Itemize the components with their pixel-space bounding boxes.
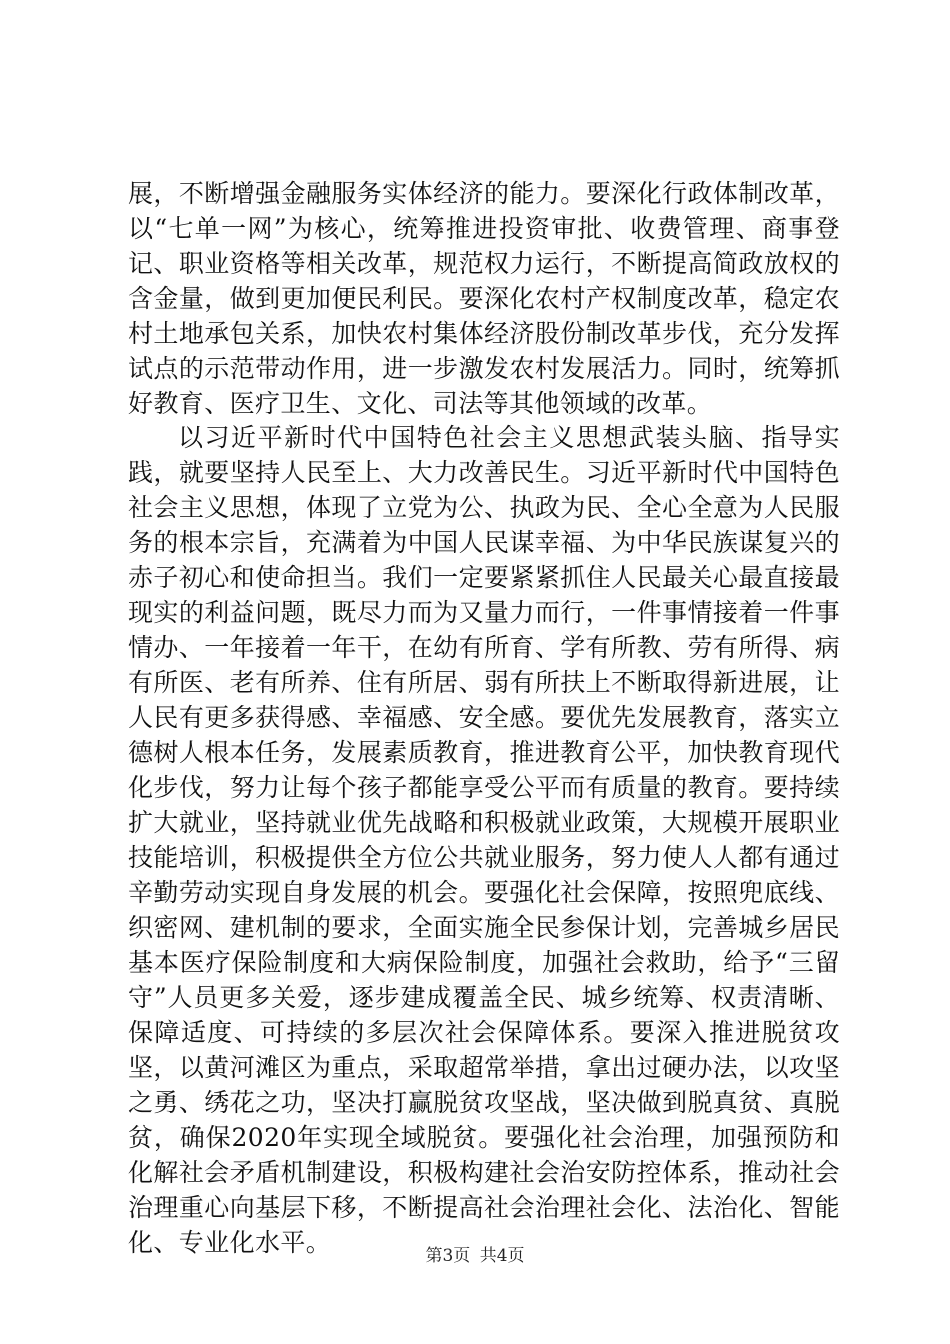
paragraph-continuation: 展，不断增强金融服务实体经济的能力。要深化行政体制改革，以“七单一网”为核心，统筹推进投资审批、收费管理、商事登记、职业资格等相关改革，规范权力运行，不断提高简政放权的含金量，做到更加便民利民。要深化农村产权制度改革，稳定农村土地承包关系，加快农村集体经济股份制改革步伐，充分发挥试点的示范带动作用，进一步激发农村发展活力。同时，统筹抓好教育、医疗卫生、文化、司法等其他领域的改革。 <box>128 179 840 418</box>
page-footer <box>0 1244 950 1268</box>
page-number: 第3页 <box>425 1246 471 1266</box>
paragraph-people-livelihood: 以习近平新时代中国特色社会主义思想武装头脑、指导实践，就要坚持人民至上、大力改善民生。习近平新时代中国特色社会主义思想，体现了立党为公、执政为民、全心全意为人民服务的根本宗旨，充满着为中国人民谋幸福、为中华民族谋复兴的赤子初心和使命担当。我们一定要紧紧抓住人民最关心最直接最现实的利益问题，既尽力而为又量力而行，一件事情接着一件事情办、一年接着一年干，在幼有所育、学有所教、劳有所得、病有所医、老有所养、住有所居、弱有所扶上不断取得新进展，让人民有更多获得感、幸福感、安全感。要优先发展教育，落实立德树人根本任务，发展素质教育，推进教育公平，加快教育现代化步伐，努力让每个孩子都能享受公平而有质量的教育。要持续扩大就业，坚持就业优先战略和积极就业政策，大规模开展职业技能培训，积极提供全方位公共就业服务，努力使人人都有通过辛勤劳动实现自身发展的机会。要强化社会保障，按照兜底线、织密网、建机制的要求，全面实施全民参保计划，完善城乡居民基本医疗保险制度和大病保险制度，加强社会救助，给予“三留守”人员更多关爱，逐步建成覆盖全民、城乡统筹、权责清晰、保障适度、可持续的多层次社会保障体系。要深入推进脱贫攻坚，以黄河滩区为重点，采取超常举措，拿出过硬办法，以攻坚之勇、绣花之功，坚决打赢脱贫攻坚战，坚决做到脱真贫、真脱贫，确保2020年实现全域脱贫。要强化社会治理，加强预防和化解社会矛盾机制建设，积极构建社会治安防控体系，推动社会治理重心向基层下移，不断提高社会治理社会化、法治化、智能化、专业化水平。 <box>128 423 840 1257</box>
total-pages: 共4页 <box>479 1246 525 1266</box>
